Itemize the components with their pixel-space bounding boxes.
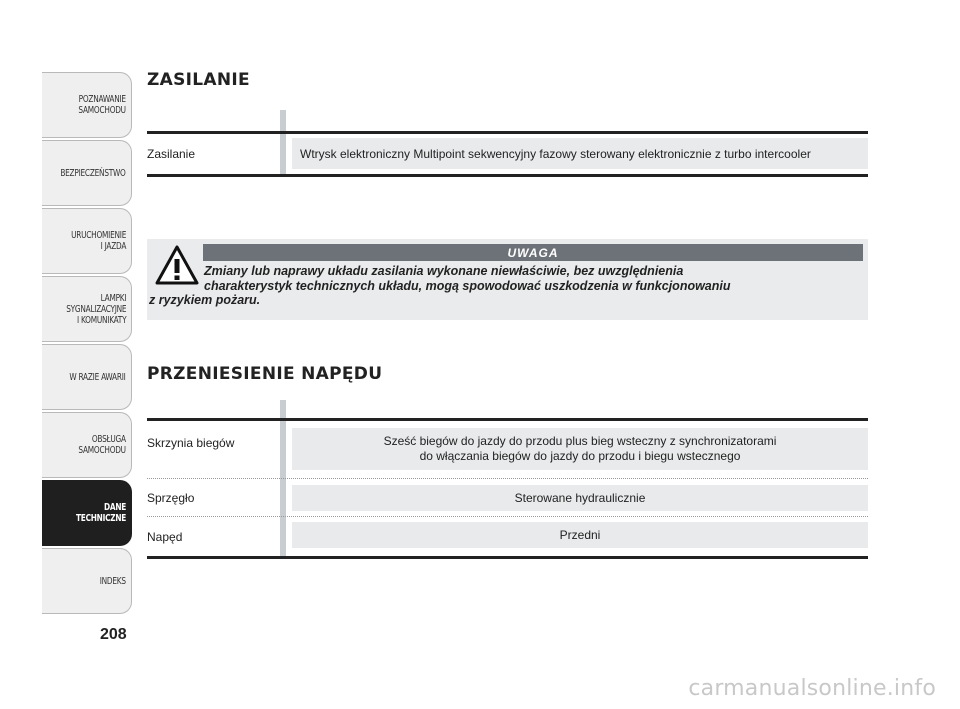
table-bottom-rule xyxy=(147,556,868,559)
row-label-naped: Napęd xyxy=(147,530,183,544)
row-value-sprzeglo: Sterowane hydraulicznie xyxy=(292,485,868,511)
tab-label: W RAZIE AWARII xyxy=(69,371,126,383)
value-line-2: do włączania biegów do jazdy do przodu i biegu wstecznego xyxy=(419,449,741,463)
tab-obsluga-samochodu[interactable] xyxy=(42,412,132,478)
tab-label: URUCHOMIENIE I JAZDA xyxy=(70,230,126,252)
row-separator xyxy=(147,478,868,479)
tab-indeks[interactable] xyxy=(42,548,132,614)
warning-line-2: charakterystyk technicznych układu, mogą spowodować uszkodzenia w funkcjonowaniu xyxy=(204,278,731,293)
value-line-1: Sześć biegów do jazdy do przodu plus bieg wsteczny z synchronizatorami xyxy=(383,434,777,448)
watermark: carmanualsonline.info xyxy=(688,676,936,701)
row-value-naped: Przedni xyxy=(292,522,868,548)
row-label-sprzeglo: Sprzęgło xyxy=(147,491,195,505)
warning-text xyxy=(149,264,839,308)
tab-label: DANE TECHNICZNE xyxy=(75,502,126,524)
table-bottom-rule xyxy=(147,174,868,177)
tab-uruchomienie-i-jazda[interactable] xyxy=(42,208,132,274)
tab-dane-techniczne[interactable] xyxy=(42,480,132,546)
row-value-skrzynia-biegow xyxy=(292,428,868,470)
warning-line-3: z ryzykiem pożaru. xyxy=(149,293,261,307)
page-number: 208 xyxy=(100,626,127,643)
row-separator xyxy=(147,516,868,517)
row-label-skrzynia-biegow: Skrzynia biegów xyxy=(147,436,235,450)
tab-bezpieczenstwo[interactable] xyxy=(42,140,132,206)
tab-lampki-sygnalizacyjne[interactable] xyxy=(42,276,132,342)
section-title-zasilanie: ZASILANIE xyxy=(147,70,250,90)
tab-label: OBSŁUGA SAMOCHODU xyxy=(78,434,126,456)
tab-w-razie-awarii[interactable] xyxy=(42,344,132,410)
warning-line-1: Zmiany lub naprawy układu zasilania wykonane niewłaściwie, bez uwzględnienia xyxy=(204,264,684,278)
table-top-rule xyxy=(147,131,868,134)
tab-label: INDEKS xyxy=(99,575,126,587)
warning-box xyxy=(147,239,868,320)
row-label-zasilanie: Zasilanie xyxy=(147,147,196,161)
section-title-przeniesienie-napedu: PRZENIESIENIE NAPĘDU xyxy=(147,364,383,384)
warning-title: UWAGA xyxy=(203,244,863,261)
table-top-rule xyxy=(147,418,868,421)
row-value-zasilanie: Wtrysk elektroniczny Multipoint sekwencyjny fazowy sterowany elektronicznie z turbo intercooler xyxy=(292,138,868,169)
tab-label: BEZPIECZEŃSTWO xyxy=(60,167,126,179)
tab-label: LAMPKI SYGNALIZACYJNE I KOMUNIKATY xyxy=(65,292,126,326)
tab-poznawanie-samochodu[interactable] xyxy=(42,72,132,138)
tab-label: POZNAWANIE SAMOCHODU xyxy=(78,94,126,116)
table-divider xyxy=(280,110,286,176)
